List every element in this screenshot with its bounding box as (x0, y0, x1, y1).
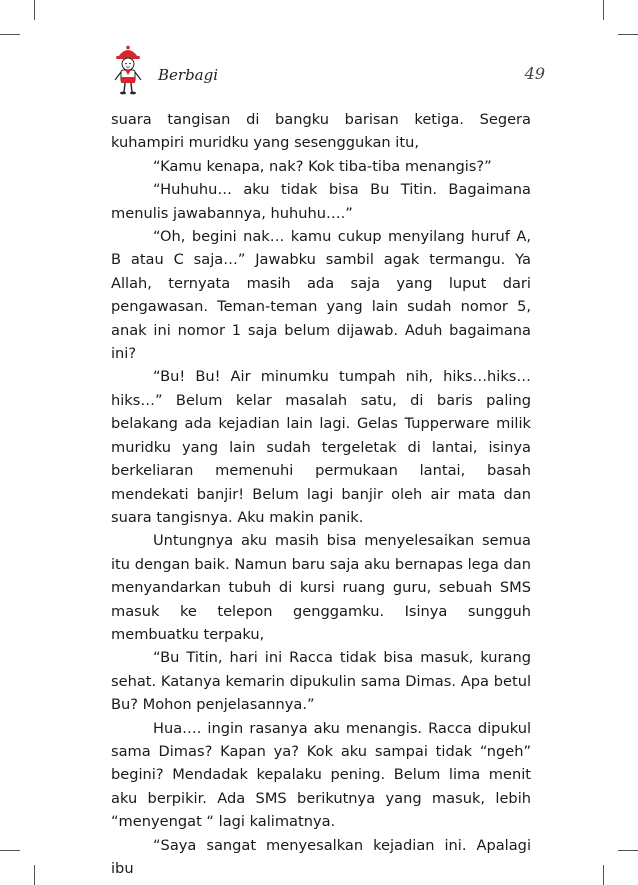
child-scout-icon (110, 45, 146, 95)
paragraph: “Saya sangat menyesalkan kejadian ini. Apalagi ibu (111, 836, 531, 877)
paragraph: “Bu! Bu! Air minumku tumpah nih, hiks…hiks… hiks…” Belum kelar masalah satu, di baris paling belakang ada kejadian lain lagi. Gelas Tupperware milik muridku yang lain sudah tergeletak di lantai, isinya berkeliaran memenuhi permukaan lantai, basah mendekati banjir! Belum lagi banjir oleh air mata dan suara tangisnya. Aku makin panik. (111, 368, 531, 526)
crop-mark (0, 34, 20, 35)
paragraph: “Huhuhu… aku tidak bisa Bu Titin. Bagaimana menulis jawabannya, huhuhu….” (111, 181, 531, 222)
crop-mark (618, 850, 638, 851)
crop-mark (603, 0, 604, 20)
paragraph: “Oh, begini nak… kamu cukup menyilang huruf A, B atau C saja…” Jawabku sambil agak termangu. Ya Allah, ternyata masih ada saja yang luput dari pengawasan. Teman-teman yang lain sudah nomor 5, anak ini nomor 1 saja belum dijawab. Aduh bagaimana ini? (111, 228, 531, 363)
paragraph: “Bu Titin, hari ini Racca tidak bisa masuk, kurang sehat. Katanya kemarin dipukulin sama Dimas. Apa betul Bu? Mohon penjelasannya.” (111, 649, 531, 714)
crop-mark (34, 0, 35, 20)
paragraph: Hua…. ingin rasanya aku menangis. Racca dipukul sama Dimas? Kapan ya? Kok aku sampai tidak “ngeh” begini? Mendadak kepalaku pening. Belum lima menit aku berpikir. Ada SMS berikutnya yang masuk, lebih “menyengat “ lagi kalimatnya. (111, 719, 531, 831)
crop-mark (34, 865, 35, 885)
running-title: Berbagi (158, 66, 219, 84)
crop-mark (603, 865, 604, 885)
paragraph: suara tangisan di bangku barisan ketiga. Segera kuhampiri muridku yang sesenggukan itu, (111, 111, 531, 152)
crop-mark (0, 850, 20, 851)
body-text (111, 108, 531, 880)
crop-mark (618, 34, 638, 35)
paragraph: Untungnya aku masih bisa menyelesaikan semua itu dengan baik. Namun baru saja aku bernapas lega dan menyandarkan tubuh di kursi ruang guru, sebuah SMS masuk ke telepon genggamku. Isinya sungguh membuatku terpaku, (111, 532, 531, 643)
page-number: 49 (524, 64, 545, 83)
page-header (110, 45, 550, 95)
paragraph: “Kamu kenapa, nak? Kok tiba-tiba menangis?” (153, 157, 492, 175)
